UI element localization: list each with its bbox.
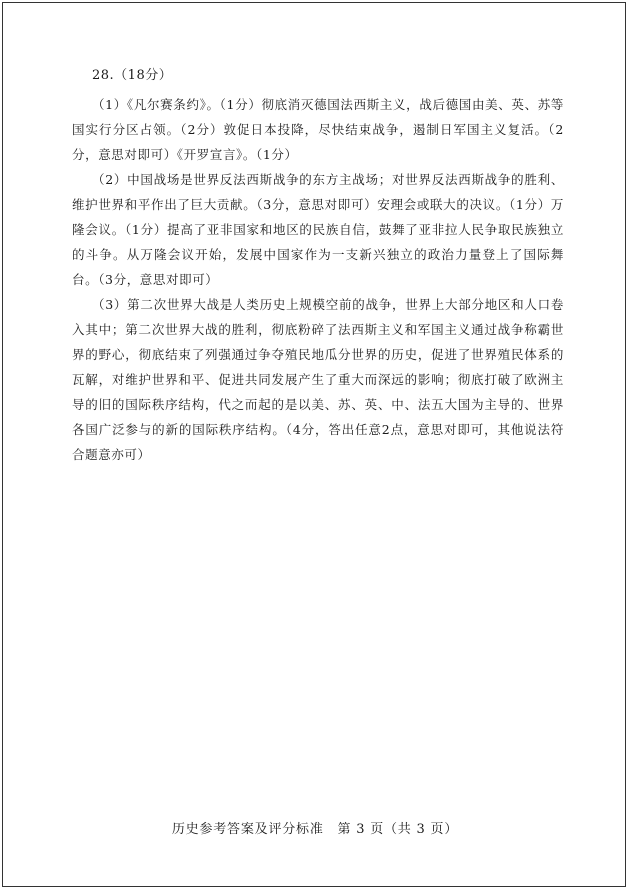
answer-part-1: （1）《凡尔赛条约》。（1分）彻底消灭德国法西斯主义，战后德国由美、英、苏等国实行分区占领。（2分）敦促日本投降，尽快结束战争，遏制日军国主义复活。（2分，意思对即可）《开罗宣言》。（1分） [72, 97, 564, 162]
answer-content [72, 64, 564, 467]
answer-part-2: （2）中国战场是世界反法西斯战争的东方主战场；对世界反法西斯战争的胜利、维护世界和平作出了巨大贡献。（3分，意思对即可）安理会或联大的决议。（1分）万隆会议。（1分）提高了亚非国家和地区的民族自信，鼓舞了亚非拉人民争取民族独立的斗争。从万隆会议开始，发展中国家作为一支新兴独立的政治力量登上了国际舞台。（3分，意思对即可） [72, 172, 564, 287]
answer-part-3: （3）第二次世界大战是人类历史上规模空前的战争，世界上大部分地区和人口卷入其中；第二次世界大战的胜利，彻底粉碎了法西斯主义和军国主义通过战争称霸世界的野心，彻底结束了列强通过争夺殖民地瓜分世界的历史，促进了世界殖民体系的瓦解，对维护世界和平、促进共同发展产生了重大而深远的影响；彻底打破了欧洲主导的旧的国际秩序结构，代之而起的是以美、苏、英、中、法五大国为主导的、世界各国广泛参与的新的国际秩序结构。（4分，答出任意2点，意思对即可，其他说法符合题意亦可） [72, 297, 564, 462]
question-title: 28.（18分） [92, 68, 173, 83]
page-footer: 历史参考答案及评分标准 第 3 页（共 3 页） [171, 822, 459, 837]
